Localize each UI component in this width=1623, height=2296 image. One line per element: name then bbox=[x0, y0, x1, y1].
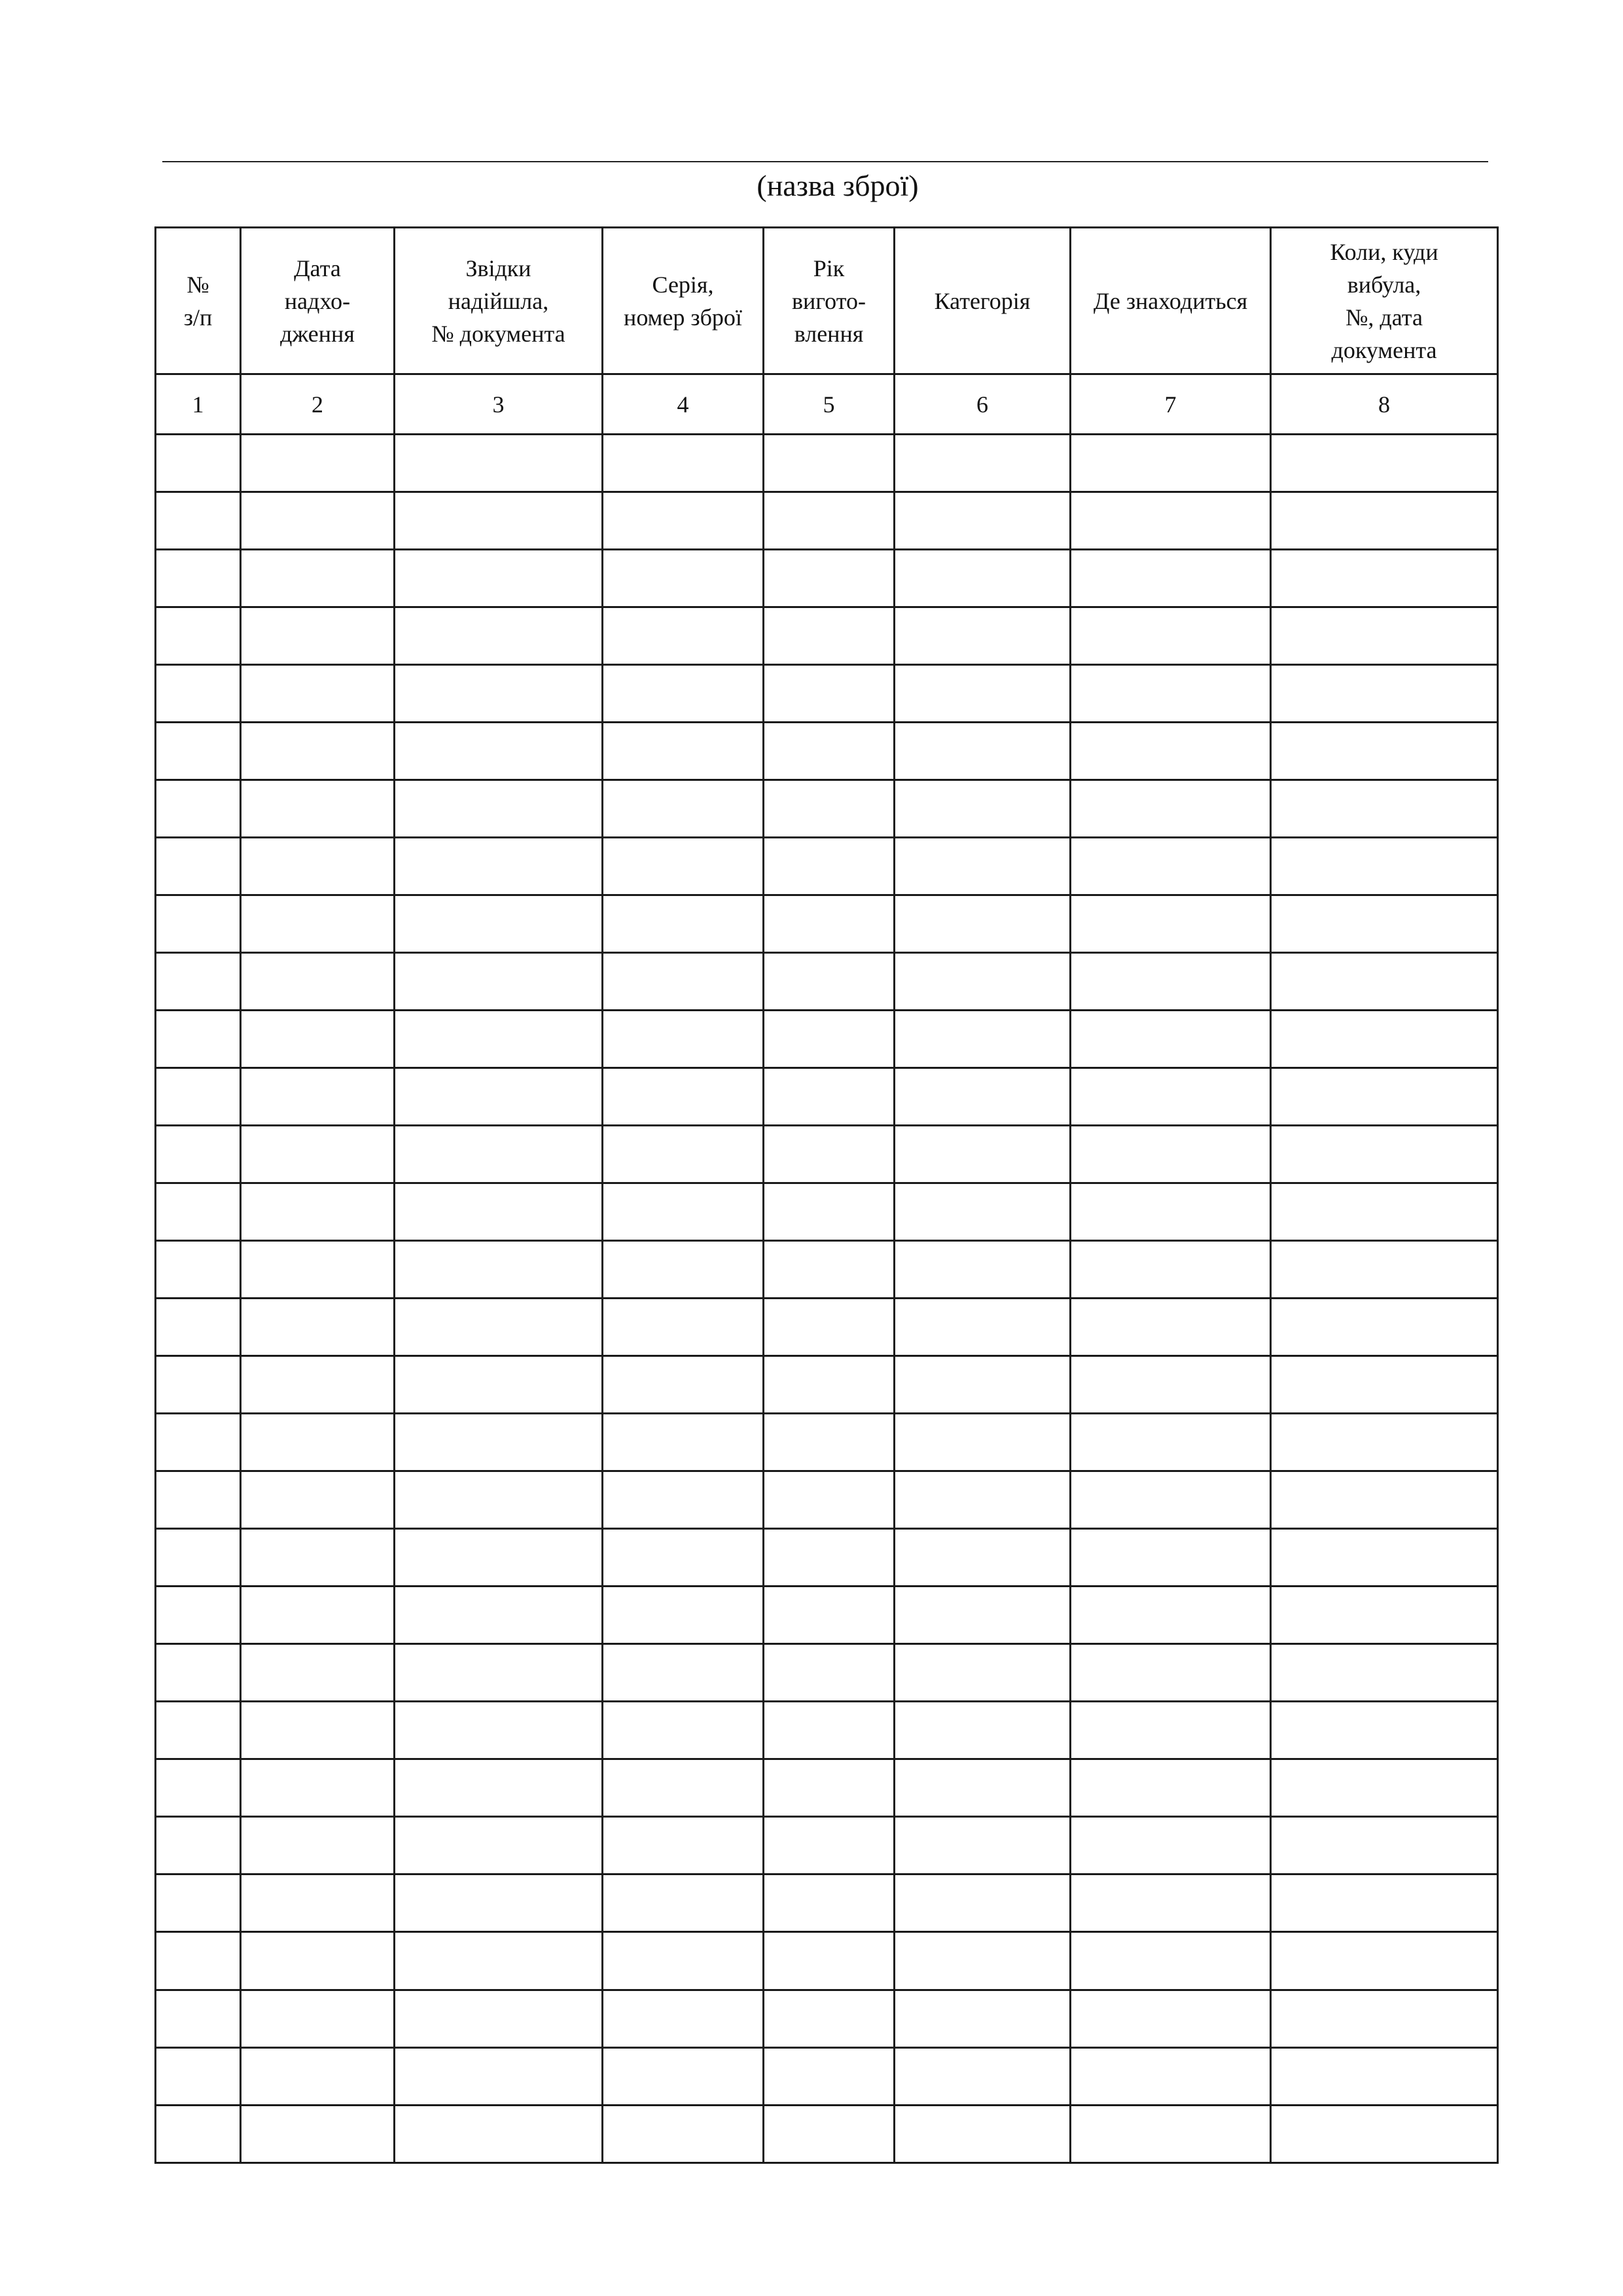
table-cell[interactable] bbox=[156, 1932, 241, 1990]
table-cell[interactable] bbox=[895, 1356, 1071, 1414]
table-cell[interactable] bbox=[156, 953, 241, 1011]
table-row bbox=[156, 2105, 1498, 2162]
table-cell[interactable] bbox=[241, 953, 395, 1011]
table-cell[interactable] bbox=[241, 1932, 395, 1990]
table-cell[interactable] bbox=[1071, 665, 1271, 723]
table-cell[interactable] bbox=[1271, 1299, 1498, 1356]
table-cell[interactable] bbox=[603, 1874, 764, 1932]
table-cell[interactable] bbox=[395, 607, 603, 665]
table-cell[interactable] bbox=[156, 2105, 241, 2162]
table-cell[interactable] bbox=[603, 1241, 764, 1299]
table-cell[interactable] bbox=[395, 1587, 603, 1644]
table-cell[interactable] bbox=[395, 1644, 603, 1702]
table-cell[interactable] bbox=[1271, 1874, 1498, 1932]
table-cell[interactable] bbox=[156, 1817, 241, 1874]
table-cell[interactable] bbox=[764, 1471, 895, 1529]
header-cell-disposal: Коли, куди вибула, №, дата документа bbox=[1271, 228, 1498, 374]
table-cell[interactable] bbox=[395, 1529, 603, 1587]
table-cell[interactable] bbox=[1071, 2105, 1271, 2162]
weapon-name-caption: (назва зброї) bbox=[757, 169, 919, 202]
table-cell[interactable] bbox=[764, 1183, 895, 1241]
table-cell[interactable] bbox=[764, 1817, 895, 1874]
header-cell-category: Категорія bbox=[895, 228, 1071, 374]
table-row bbox=[156, 1759, 1498, 1817]
table-cell[interactable] bbox=[241, 2105, 395, 2162]
table-row bbox=[156, 723, 1498, 780]
table-cell[interactable] bbox=[1071, 1414, 1271, 1471]
column-number-cell: 6 bbox=[895, 374, 1071, 435]
table-cell[interactable] bbox=[764, 838, 895, 895]
table-cell[interactable] bbox=[1271, 1587, 1498, 1644]
table-cell[interactable] bbox=[1271, 550, 1498, 607]
table-cell[interactable] bbox=[1071, 1529, 1271, 1587]
table-cell[interactable] bbox=[603, 665, 764, 723]
table-cell[interactable] bbox=[1271, 492, 1498, 550]
table-cell[interactable] bbox=[1271, 1183, 1498, 1241]
table-cell[interactable] bbox=[156, 1990, 241, 2047]
table-row bbox=[156, 1299, 1498, 1356]
table-cell[interactable] bbox=[395, 550, 603, 607]
table-cell[interactable] bbox=[1271, 1702, 1498, 1759]
table-cell[interactable] bbox=[1071, 1644, 1271, 1702]
table-cell[interactable] bbox=[156, 895, 241, 953]
table-cell[interactable] bbox=[603, 1471, 764, 1529]
table-cell[interactable] bbox=[395, 1817, 603, 1874]
table-cell[interactable] bbox=[1271, 1529, 1498, 1587]
table-cell[interactable] bbox=[764, 1932, 895, 1990]
table-cell[interactable] bbox=[241, 780, 395, 838]
table-cell[interactable] bbox=[603, 1587, 764, 1644]
table-cell[interactable] bbox=[156, 1126, 241, 1183]
table-cell[interactable] bbox=[603, 780, 764, 838]
table-cell[interactable] bbox=[241, 1471, 395, 1529]
column-number-cell: 2 bbox=[241, 374, 395, 435]
table-cell[interactable] bbox=[603, 1183, 764, 1241]
table-cell[interactable] bbox=[156, 1702, 241, 1759]
table-cell[interactable] bbox=[1271, 1932, 1498, 1990]
table-row bbox=[156, 953, 1498, 1011]
table-cell[interactable] bbox=[395, 1299, 603, 1356]
table-row bbox=[156, 1644, 1498, 1702]
table-cell[interactable] bbox=[241, 1529, 395, 1587]
table-cell[interactable] bbox=[1071, 492, 1271, 550]
table-cell[interactable] bbox=[1071, 2047, 1271, 2105]
table-cell[interactable] bbox=[764, 550, 895, 607]
table-cell[interactable] bbox=[603, 1299, 764, 1356]
table-row bbox=[156, 1874, 1498, 1932]
table-cell[interactable] bbox=[1071, 1126, 1271, 1183]
table-cell[interactable] bbox=[603, 1529, 764, 1587]
table-row bbox=[156, 1932, 1498, 1990]
table-cell[interactable] bbox=[156, 723, 241, 780]
table-cell[interactable] bbox=[1271, 723, 1498, 780]
table-cell[interactable] bbox=[764, 1414, 895, 1471]
table-cell[interactable] bbox=[1071, 550, 1271, 607]
table-cell[interactable] bbox=[241, 723, 395, 780]
table-cell[interactable] bbox=[395, 1241, 603, 1299]
table-cell[interactable] bbox=[395, 1932, 603, 1990]
table-cell[interactable] bbox=[895, 1299, 1071, 1356]
table-row bbox=[156, 1990, 1498, 2047]
table-cell[interactable] bbox=[1071, 1702, 1271, 1759]
table-cell[interactable] bbox=[1271, 1990, 1498, 2047]
column-number-row bbox=[156, 374, 1498, 435]
table-cell[interactable] bbox=[1071, 780, 1271, 838]
table-cell[interactable] bbox=[156, 435, 241, 492]
table-cell[interactable] bbox=[603, 1414, 764, 1471]
table-row bbox=[156, 1702, 1498, 1759]
table-cell[interactable] bbox=[895, 895, 1071, 953]
table-cell[interactable] bbox=[895, 1932, 1071, 1990]
header-cell-location: Де знаходиться bbox=[1071, 228, 1271, 374]
table-cell[interactable] bbox=[395, 780, 603, 838]
table-cell[interactable] bbox=[1271, 2047, 1498, 2105]
table-cell[interactable] bbox=[156, 838, 241, 895]
table-row bbox=[156, 435, 1498, 492]
table-cell[interactable] bbox=[895, 1011, 1071, 1068]
table-cell[interactable] bbox=[1071, 1587, 1271, 1644]
table-cell[interactable] bbox=[895, 1471, 1071, 1529]
table-cell[interactable] bbox=[241, 1702, 395, 1759]
table-cell[interactable] bbox=[895, 723, 1071, 780]
table-cell[interactable] bbox=[603, 2047, 764, 2105]
table-cell[interactable] bbox=[895, 550, 1071, 607]
header-cell-arrival-date: Дата надхо- дження bbox=[241, 228, 395, 374]
table-cell[interactable] bbox=[895, 1817, 1071, 1874]
table-cell[interactable] bbox=[1071, 1817, 1271, 1874]
table-cell[interactable] bbox=[1071, 1932, 1271, 1990]
table-cell[interactable] bbox=[895, 1414, 1071, 1471]
table-row bbox=[156, 2047, 1498, 2105]
table-row bbox=[156, 1817, 1498, 1874]
table-cell[interactable] bbox=[241, 1414, 395, 1471]
table-cell[interactable] bbox=[156, 1759, 241, 1817]
table-row bbox=[156, 1529, 1498, 1587]
table-cell[interactable] bbox=[395, 2047, 603, 2105]
table-cell[interactable] bbox=[395, 2105, 603, 2162]
table-cell[interactable] bbox=[395, 1874, 603, 1932]
table-cell[interactable] bbox=[156, 1011, 241, 1068]
table-cell[interactable] bbox=[603, 2105, 764, 2162]
table-cell[interactable] bbox=[1271, 1126, 1498, 1183]
table-cell[interactable] bbox=[603, 1990, 764, 2047]
table-cell[interactable] bbox=[156, 1414, 241, 1471]
table-cell[interactable] bbox=[156, 607, 241, 665]
header-cell-manufacture-year: Рік вигото- влення bbox=[764, 228, 895, 374]
table-cell[interactable] bbox=[1071, 1356, 1271, 1414]
table-row bbox=[156, 665, 1498, 723]
column-number-cell: 4 bbox=[603, 374, 764, 435]
table-cell[interactable] bbox=[764, 435, 895, 492]
table-cell[interactable] bbox=[395, 1356, 603, 1414]
table-cell[interactable] bbox=[895, 838, 1071, 895]
table-cell[interactable] bbox=[1071, 953, 1271, 1011]
table-cell[interactable] bbox=[241, 550, 395, 607]
table-row bbox=[156, 780, 1498, 838]
table-cell[interactable] bbox=[395, 895, 603, 953]
table-cell[interactable] bbox=[603, 1702, 764, 1759]
table-row bbox=[156, 895, 1498, 953]
table-cell[interactable] bbox=[1071, 1759, 1271, 1817]
table-cell[interactable] bbox=[764, 1529, 895, 1587]
table-cell[interactable] bbox=[395, 1011, 603, 1068]
table-cell[interactable] bbox=[241, 435, 395, 492]
table-cell[interactable] bbox=[156, 1068, 241, 1126]
table-row bbox=[156, 492, 1498, 550]
table-cell[interactable] bbox=[156, 665, 241, 723]
table-row bbox=[156, 1414, 1498, 1471]
table-row bbox=[156, 1241, 1498, 1299]
table-cell[interactable] bbox=[1071, 1990, 1271, 2047]
table-cell[interactable] bbox=[895, 1587, 1071, 1644]
table-row bbox=[156, 1587, 1498, 1644]
table-cell[interactable] bbox=[156, 1241, 241, 1299]
table-cell[interactable] bbox=[764, 1068, 895, 1126]
table-row bbox=[156, 550, 1498, 607]
table-cell[interactable] bbox=[1271, 1068, 1498, 1126]
table-cell[interactable] bbox=[895, 1126, 1071, 1183]
table-cell[interactable] bbox=[395, 1183, 603, 1241]
table-cell[interactable] bbox=[1071, 1011, 1271, 1068]
header-cell-series-number: Серія, номер зброї bbox=[603, 228, 764, 374]
table-cell[interactable] bbox=[764, 953, 895, 1011]
table-cell[interactable] bbox=[895, 1241, 1071, 1299]
table-cell[interactable] bbox=[395, 1471, 603, 1529]
table-cell[interactable] bbox=[764, 1874, 895, 1932]
table-cell[interactable] bbox=[764, 1126, 895, 1183]
table-cell[interactable] bbox=[764, 780, 895, 838]
table-cell[interactable] bbox=[1271, 2105, 1498, 2162]
table-cell[interactable] bbox=[1271, 1644, 1498, 1702]
table-cell[interactable] bbox=[1071, 1241, 1271, 1299]
table-cell[interactable] bbox=[241, 1126, 395, 1183]
table-cell[interactable] bbox=[1271, 780, 1498, 838]
table-cell[interactable] bbox=[895, 1068, 1071, 1126]
table-row bbox=[156, 1183, 1498, 1241]
table-cell[interactable] bbox=[395, 1702, 603, 1759]
table-row bbox=[156, 607, 1498, 665]
table-cell[interactable] bbox=[1271, 435, 1498, 492]
table-cell[interactable] bbox=[395, 1990, 603, 2047]
table-cell[interactable] bbox=[395, 838, 603, 895]
table-cell[interactable] bbox=[1271, 1471, 1498, 1529]
table-row bbox=[156, 1011, 1498, 1068]
table-cell[interactable] bbox=[1071, 1183, 1271, 1241]
table-cell[interactable] bbox=[395, 1759, 603, 1817]
column-number-cell: 5 bbox=[764, 374, 895, 435]
table-cell[interactable] bbox=[764, 1011, 895, 1068]
table-cell[interactable] bbox=[895, 953, 1071, 1011]
table-cell[interactable] bbox=[241, 1874, 395, 1932]
table-cell[interactable] bbox=[1071, 435, 1271, 492]
table-cell[interactable] bbox=[895, 1759, 1071, 1817]
table-row bbox=[156, 1068, 1498, 1126]
table-cell[interactable] bbox=[895, 1874, 1071, 1932]
table-cell[interactable] bbox=[241, 607, 395, 665]
table-cell[interactable] bbox=[1071, 1471, 1271, 1529]
table-cell[interactable] bbox=[1271, 1759, 1498, 1817]
table-row bbox=[156, 1471, 1498, 1529]
table-header-row bbox=[156, 228, 1498, 374]
table-cell[interactable] bbox=[764, 1702, 895, 1759]
table-cell[interactable] bbox=[1271, 895, 1498, 953]
table-cell[interactable] bbox=[603, 953, 764, 1011]
table-cell[interactable] bbox=[764, 2105, 895, 2162]
table-cell[interactable] bbox=[895, 607, 1071, 665]
table-cell[interactable] bbox=[1071, 1874, 1271, 1932]
table-cell[interactable] bbox=[395, 723, 603, 780]
table-cell[interactable] bbox=[241, 1356, 395, 1414]
table-cell[interactable] bbox=[764, 492, 895, 550]
table-cell[interactable] bbox=[241, 1759, 395, 1817]
table-cell[interactable] bbox=[156, 1529, 241, 1587]
table-cell[interactable] bbox=[395, 665, 603, 723]
table-cell[interactable] bbox=[1271, 1817, 1498, 1874]
table-cell[interactable] bbox=[603, 607, 764, 665]
table-cell[interactable] bbox=[241, 1068, 395, 1126]
table-cell[interactable] bbox=[895, 1183, 1071, 1241]
table-cell[interactable] bbox=[603, 1932, 764, 1990]
table-cell[interactable] bbox=[603, 838, 764, 895]
table-cell[interactable] bbox=[241, 492, 395, 550]
table-cell[interactable] bbox=[764, 723, 895, 780]
table-cell[interactable] bbox=[241, 1241, 395, 1299]
table-cell[interactable] bbox=[1071, 1068, 1271, 1126]
table-cell[interactable] bbox=[241, 838, 395, 895]
table-cell[interactable] bbox=[764, 1299, 895, 1356]
table-cell[interactable] bbox=[764, 895, 895, 953]
table-cell[interactable] bbox=[1071, 895, 1271, 953]
column-number-cell: 8 bbox=[1271, 374, 1498, 435]
column-number-cell: 7 bbox=[1071, 374, 1271, 435]
table-cell[interactable] bbox=[895, 2047, 1071, 2105]
table-row bbox=[156, 1126, 1498, 1183]
table-cell[interactable] bbox=[764, 1644, 895, 1702]
table-cell[interactable] bbox=[395, 1414, 603, 1471]
table-cell[interactable] bbox=[1071, 838, 1271, 895]
table-cell[interactable] bbox=[395, 1126, 603, 1183]
table-cell[interactable] bbox=[241, 1644, 395, 1702]
table-cell[interactable] bbox=[1271, 838, 1498, 895]
table-cell[interactable] bbox=[156, 550, 241, 607]
table-cell[interactable] bbox=[241, 1183, 395, 1241]
table-cell[interactable] bbox=[603, 723, 764, 780]
table-cell[interactable] bbox=[895, 780, 1071, 838]
table-cell[interactable] bbox=[764, 2047, 895, 2105]
header-cell-source-document: Звідки надійшла, № документа bbox=[395, 228, 603, 374]
table-cell[interactable] bbox=[764, 1587, 895, 1644]
table-cell[interactable] bbox=[395, 1068, 603, 1126]
table-cell[interactable] bbox=[1271, 1356, 1498, 1414]
table-cell[interactable] bbox=[395, 953, 603, 1011]
table-cell[interactable] bbox=[1271, 1414, 1498, 1471]
table-cell[interactable] bbox=[895, 2105, 1071, 2162]
table-row bbox=[156, 838, 1498, 895]
table-cell[interactable] bbox=[764, 1759, 895, 1817]
table-cell[interactable] bbox=[241, 665, 395, 723]
table-cell[interactable] bbox=[241, 1990, 395, 2047]
table-cell[interactable] bbox=[1071, 723, 1271, 780]
table-cell[interactable] bbox=[603, 1011, 764, 1068]
table-cell[interactable] bbox=[895, 665, 1071, 723]
column-number-cell: 3 bbox=[395, 374, 603, 435]
table-cell[interactable] bbox=[156, 1356, 241, 1414]
table-cell[interactable] bbox=[156, 1874, 241, 1932]
table-cell[interactable] bbox=[764, 1241, 895, 1299]
table-cell[interactable] bbox=[603, 1817, 764, 1874]
table-cell[interactable] bbox=[1271, 607, 1498, 665]
table-cell[interactable] bbox=[895, 492, 1071, 550]
table-cell[interactable] bbox=[156, 1644, 241, 1702]
weapon-register-table bbox=[154, 226, 1499, 2164]
table-cell[interactable] bbox=[156, 1471, 241, 1529]
table-cell[interactable] bbox=[241, 1817, 395, 1874]
table-cell[interactable] bbox=[603, 1356, 764, 1414]
table-cell[interactable] bbox=[603, 1126, 764, 1183]
table-cell[interactable] bbox=[895, 1990, 1071, 2047]
table-cell[interactable] bbox=[603, 895, 764, 953]
table-cell[interactable] bbox=[241, 1299, 395, 1356]
table-cell[interactable] bbox=[156, 780, 241, 838]
table-cell[interactable] bbox=[764, 1356, 895, 1414]
table-cell[interactable] bbox=[603, 435, 764, 492]
table-cell[interactable] bbox=[895, 1702, 1071, 1759]
table-cell[interactable] bbox=[603, 550, 764, 607]
table-cell[interactable] bbox=[603, 492, 764, 550]
table-cell[interactable] bbox=[156, 1183, 241, 1241]
table-cell[interactable] bbox=[395, 435, 603, 492]
weapon-name-blank-line bbox=[162, 161, 1488, 162]
table-cell[interactable] bbox=[895, 1644, 1071, 1702]
table-cell[interactable] bbox=[1271, 1241, 1498, 1299]
table-cell[interactable] bbox=[1271, 1011, 1498, 1068]
table-cell[interactable] bbox=[603, 1644, 764, 1702]
table-cell[interactable] bbox=[241, 895, 395, 953]
table-cell[interactable] bbox=[764, 607, 895, 665]
header-cell-number: № з/п bbox=[156, 228, 241, 374]
table-cell[interactable] bbox=[156, 2047, 241, 2105]
table-row bbox=[156, 1356, 1498, 1414]
table-cell[interactable] bbox=[241, 1011, 395, 1068]
table-cell[interactable] bbox=[1271, 953, 1498, 1011]
table-cell[interactable] bbox=[764, 665, 895, 723]
table-cell[interactable] bbox=[603, 1759, 764, 1817]
table-cell[interactable] bbox=[395, 492, 603, 550]
table-cell[interactable] bbox=[241, 2047, 395, 2105]
table-cell[interactable] bbox=[156, 1587, 241, 1644]
table-cell[interactable] bbox=[1271, 665, 1498, 723]
table-cell[interactable] bbox=[1071, 1299, 1271, 1356]
column-number-cell: 1 bbox=[156, 374, 241, 435]
table-cell[interactable] bbox=[603, 1068, 764, 1126]
table-cell[interactable] bbox=[156, 1299, 241, 1356]
table-cell[interactable] bbox=[156, 492, 241, 550]
table-cell[interactable] bbox=[764, 1990, 895, 2047]
table-cell[interactable] bbox=[895, 435, 1071, 492]
table-cell[interactable] bbox=[241, 1587, 395, 1644]
table-cell[interactable] bbox=[1071, 607, 1271, 665]
table-cell[interactable] bbox=[895, 1529, 1071, 1587]
